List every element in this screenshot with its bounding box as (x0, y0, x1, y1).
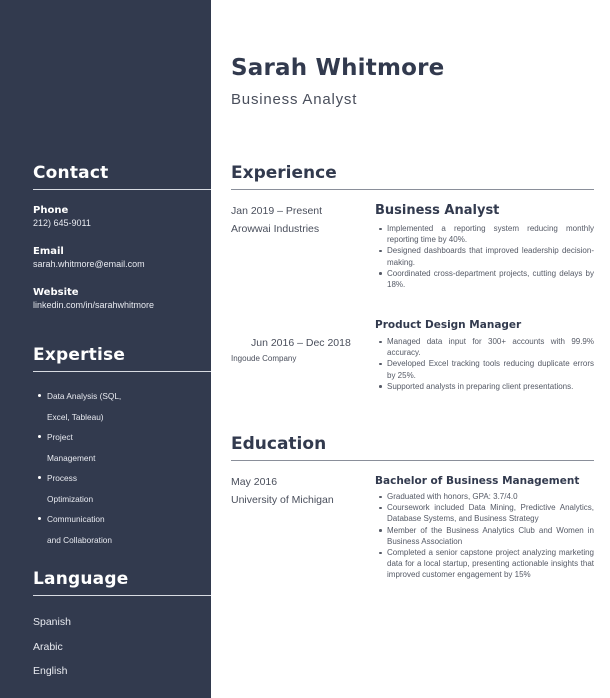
entry-dates: Jan 2019 – Present (231, 205, 323, 217)
bullet-item (375, 245, 594, 267)
email-block (33, 246, 211, 270)
contact-section (33, 163, 211, 311)
experience-heading: Experience (231, 163, 594, 190)
email-value: sarah.whitmore@email.com (33, 259, 145, 269)
entry-details (375, 318, 594, 392)
contact-heading: Contact (33, 163, 211, 190)
expertise-item-continued (33, 448, 211, 469)
language-item: Spanish (33, 616, 71, 628)
bullet-icon (379, 552, 382, 555)
entry-bullets (375, 336, 594, 392)
entry-dates: May 2016 (231, 476, 278, 488)
person-name: Sarah Whitmore (231, 55, 445, 81)
entry-meta (231, 473, 371, 509)
expertise-section (33, 345, 211, 550)
phone-value: 212) 645-9011 (33, 218, 91, 228)
bullet-item (375, 547, 594, 581)
entry-school: University of Michigan (231, 494, 334, 506)
entry-role: Business Analyst (375, 203, 500, 218)
sidebar (0, 0, 211, 698)
expertise-item-continued (33, 489, 211, 510)
entry-details (375, 473, 594, 581)
bullet-item (375, 502, 594, 524)
expertise-item (33, 386, 211, 407)
expertise-text: Process (47, 473, 77, 483)
expertise-text: and Collaboration (47, 534, 113, 545)
entry-role: Product Design Manager (375, 319, 522, 331)
entry-dates: Jun 2016 – Dec 2018 (251, 337, 351, 349)
website-value: linkedin.com/in/sarahwhitmore (33, 300, 155, 310)
entry-degree: Bachelor of Business Management (375, 475, 580, 487)
bullet-item (375, 491, 594, 502)
entry-bullets (375, 491, 594, 581)
language-heading: Language (33, 569, 211, 596)
expertise-text: Management (47, 452, 96, 463)
bullet-icon (379, 529, 382, 532)
language-item: English (33, 665, 68, 677)
bullet-text: Coordinated cross-department projects, cutting delays by 18%. (387, 268, 594, 290)
phone-label: Phone (33, 205, 69, 216)
bullet-icon (379, 385, 382, 388)
website-block (33, 287, 211, 311)
entry-bullets (375, 223, 594, 290)
expertise-item-continued (33, 530, 211, 551)
bullet-icon (38, 435, 41, 438)
entry-company: Ingoude Company (231, 354, 297, 363)
expertise-item (33, 509, 211, 530)
bullet-text: Completed a senior capstone project analyzing marketing data for a local startup, presenting actionable insights that improved customer engagement by 15% (387, 548, 594, 580)
bullet-text: Implemented a reporting system reducing monthly reporting time by 40%. (387, 224, 594, 245)
bullet-item (375, 268, 594, 290)
website-label: Website (33, 287, 79, 298)
bullet-text: Member of the Business Analytics Club and Women in Business Association (387, 525, 594, 546)
bullet-text: Supported analysts in preparing client presentations. (387, 381, 574, 391)
entry-meta (231, 202, 371, 238)
bullet-icon (379, 250, 382, 253)
bullet-icon (379, 228, 382, 231)
language-section (33, 569, 211, 684)
bullet-text: Managed data input for 300+ accounts with 99.9% accuracy. (387, 337, 594, 358)
entry-details (375, 202, 594, 290)
phone-block (33, 205, 211, 229)
bullet-text: Coursework included Data Mining, Predictive Analytics, Database Systems, and Business Strategy (387, 503, 594, 524)
expertise-list (33, 386, 211, 550)
bullet-item (375, 525, 594, 547)
bullet-icon (379, 507, 382, 510)
bullet-text: Graduated with honors, GPA: 3.7/4.0 (387, 492, 518, 501)
entry-company: Arowwai Industries (231, 223, 320, 235)
education-heading: Education (231, 434, 594, 461)
bullet-item (375, 381, 594, 392)
bullet-item (375, 223, 594, 245)
bullet-item (375, 358, 594, 380)
expertise-heading: Expertise (33, 345, 211, 372)
expertise-item-continued (33, 407, 211, 428)
language-list (33, 610, 211, 684)
expertise-text: Communication (47, 514, 105, 524)
expertise-item (33, 427, 211, 448)
bullet-icon (379, 341, 382, 344)
bullet-icon (379, 363, 382, 366)
bullet-text: Designed dashboards that improved leadership decision-making. (387, 246, 594, 267)
expertise-text: Project (47, 432, 73, 442)
bullet-icon (379, 272, 382, 275)
bullet-icon (379, 496, 382, 499)
job-title: Business Analyst (231, 91, 358, 108)
language-item: Arabic (33, 640, 63, 653)
expertise-text: Data Analysis (SQL, (47, 391, 122, 401)
expertise-item (33, 468, 211, 489)
bullet-icon (38, 476, 41, 479)
email-label: Email (33, 246, 64, 257)
bullet-text: Developed Excel tracking tools reducing duplicate errors by 25%. (387, 359, 594, 380)
bullet-item (375, 336, 594, 358)
entry-meta (231, 334, 371, 366)
expertise-text: Excel, Tableau) (47, 411, 104, 422)
bullet-icon (38, 394, 41, 397)
bullet-icon (38, 517, 41, 520)
expertise-text: Optimization (47, 493, 94, 504)
